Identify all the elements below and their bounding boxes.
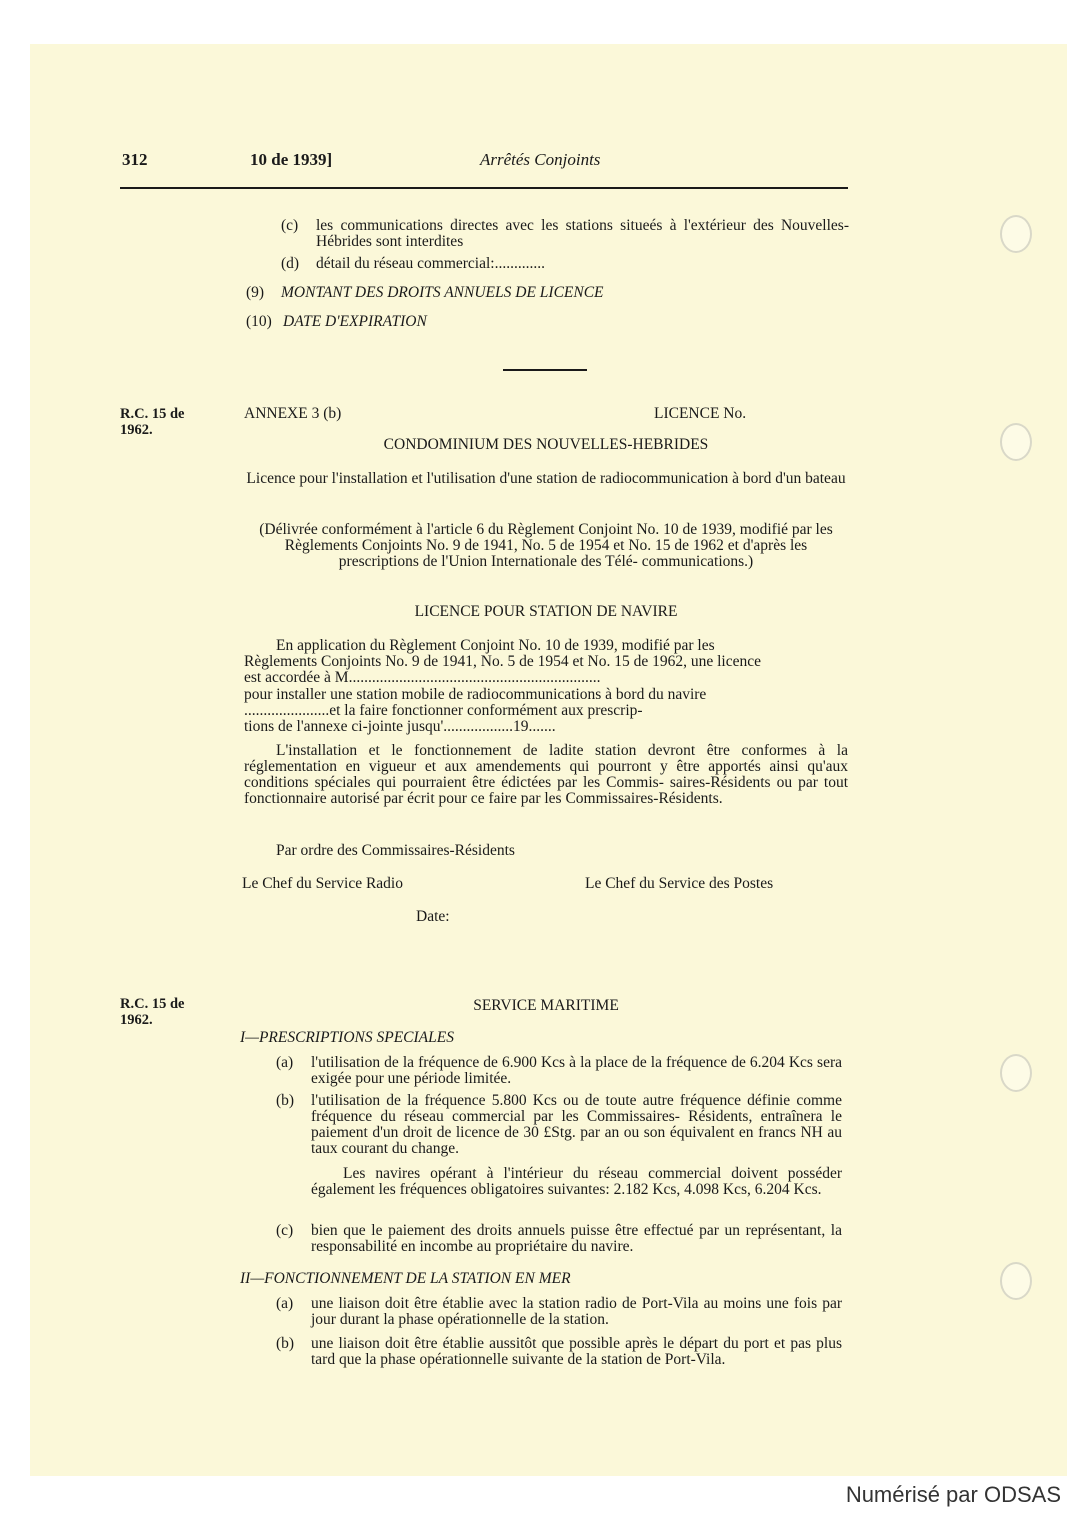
licence-purpose: Licence pour l'installation et l'utilisation d'une station de radiocommunication à bord d'un bateau — [246, 470, 846, 487]
licence-para1-line6: tions de l'annexe ci-jointe jusqu'..................19....... — [244, 718, 556, 735]
condominium-title: CONDOMINIUM DES NOUVELLES-HEBRIDES — [383, 436, 709, 453]
m-a-label: (a) — [276, 1054, 294, 1071]
section-2-heading: II—FONCTIONNEMENT DE LA STATION EN MER — [240, 1270, 571, 1287]
item-9-text: MONTANT DES DROITS ANNUELS DE LICENCE — [281, 284, 604, 301]
m-b2-text: une liaison doit être établie aussitôt que possible après le départ du port et pas plus tard que la phase opérationnelle suivante de la station de Port-Vila. — [311, 1335, 842, 1368]
by-order: Par ordre des Commissaires-Résidents — [276, 842, 515, 859]
m-c-text: bien que le paiement des droits annuels puisse être effectué par un représentant, la responsabilité en incombe au propriétaire du navire. — [311, 1222, 842, 1255]
item-d-label: (d) — [281, 255, 300, 272]
m-a2-label: (a) — [276, 1295, 294, 1312]
section-divider — [503, 369, 587, 371]
item-c-label: (c) — [281, 217, 299, 234]
licence-para1-line4: pour installer une station mobile de radiocommunications à bord du navire — [244, 686, 707, 703]
m-b2-label: (b) — [276, 1335, 295, 1352]
annex-label: ANNEXE 3 (b) — [244, 405, 342, 422]
m-b-sub: Les navires opérant à l'intérieur du réseau commercial doivent posséder également les fréquences obligatoires suivantes: 2.182 Kcs, 4.098 Kcs, 6.204 Kcs. — [311, 1165, 842, 1198]
m-c-label: (c) — [276, 1222, 294, 1239]
chief-radio: Le Chef du Service Radio — [242, 875, 403, 892]
section-1-heading: I—PRESCRIPTIONS SPECIALES — [240, 1029, 454, 1046]
licence-para2: L'installation et le fonctionnement de ladite station devront être conformes à la réglementation en vigueur et aux amendements qui pourront y être apportés ainsi qu'aux conditions spéciales qui pourraient être édictées par les Commis- saires-Résidents ou par tout fonctionnaire autorisé par écrit pour ce faire par les Commissaires-Résidents. — [244, 742, 848, 807]
digitized-by-footer: Numérisé par ODSAS — [845, 1482, 1061, 1507]
licence-para1-line2: Règlements Conjoints No. 9 de 1941, No. 5 de 1954 et No. 15 de 1962, une licence — [244, 653, 762, 670]
annex-margin-note: R.C. 15 de 1962. — [120, 406, 185, 438]
maritime-margin-note: R.C. 15 de 1962. — [120, 996, 185, 1028]
item-10-label: (10) — [246, 313, 272, 330]
licence-para1-line5: ......................et la faire fonctionner conformément aux prescrip- — [244, 702, 643, 719]
date-field: Date: — [416, 908, 450, 925]
header-title: Arrêtés Conjoints — [480, 150, 601, 169]
header-rule — [120, 187, 848, 189]
item-c-text: les communications directes avec les stations situeés à l'extérieur des Nouvelles-Hébrides sont interdites — [316, 217, 849, 250]
licence-para1-line1: En application du Règlement Conjoint No. 10 de 1939, modifié par les — [276, 637, 715, 654]
item-10-text: DATE D'EXPIRATION — [283, 313, 427, 330]
item-d-text: détail du réseau commercial:............. — [316, 255, 545, 272]
punch-hole — [1000, 1262, 1032, 1300]
delivery-note: (Délivrée conformément à l'article 6 du Règlement Conjoint No. 10 de 1939, modifié par les Règlements Conjoints No. 9 de 1941, No. 5 de 1954 et No. 15 de 1962 et d'après les prescriptions de l'Union Internationale des Télé- communications.) — [259, 521, 833, 570]
station-licence-title: LICENCE POUR STATION DE NAVIRE — [414, 603, 678, 620]
punch-hole — [1000, 423, 1032, 461]
header-regulation: 10 de 1939] — [250, 150, 333, 169]
chief-posts: Le Chef du Service des Postes — [585, 875, 774, 892]
maritime-title: SERVICE MARITIME — [473, 997, 619, 1014]
item-9-label: (9) — [246, 284, 265, 301]
licence-no: LICENCE No. — [654, 405, 747, 422]
m-a2-text: une liaison doit être établie avec la station radio de Port-Vila au moins une fois par jour durant la phase opérationnelle de la station. — [311, 1295, 842, 1328]
page-number: 312 — [122, 150, 148, 169]
punch-hole — [1000, 1054, 1032, 1092]
licence-para1-line3: est accordée à M................................................................. — [244, 669, 601, 686]
punch-hole — [1000, 215, 1032, 253]
m-b-label: (b) — [276, 1092, 295, 1109]
m-b-text: l'utilisation de la fréquence 5.800 Kcs ou de toute autre fréquence définie comme fréquence du réseau commercial par les Commissaires- Résidents, entraînera le paiement d'un droit de licence de 30 £Stg. par an ou son équivalent en francs NH au taux courant du change. — [311, 1092, 842, 1157]
m-a-text: l'utilisation de la fréquence de 6.900 Kcs à la place de la fréquence de 6.204 Kcs sera exigée pour une période limitée. — [311, 1054, 842, 1087]
